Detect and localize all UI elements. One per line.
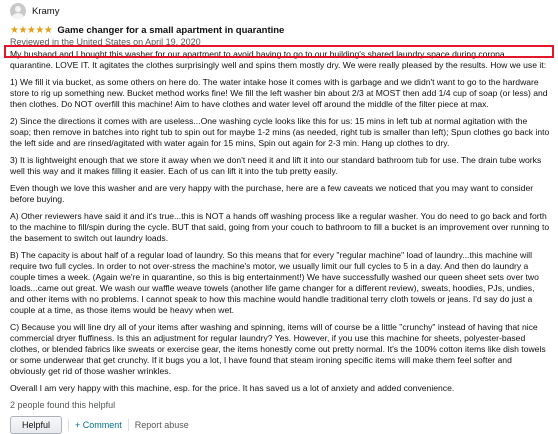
- review-body: [10, 49, 550, 394]
- helpful-count: 2 people found this helpful: [10, 400, 116, 410]
- review-paragraph: 1) We fill it via bucket, as some others on here do. The water intake hose it comes with is garbage and we didn't want to go to the hardware store to rig up something new. Bucket method works fine! We fill the left washer bin about 2/3 at MOST then add 1/4 cup of soap (or less) and then clothes. Do NOT overfill this machine! Aim to have clothes and water level off around the middle of the filter piece at max.: [10, 77, 548, 109]
- review-date: Reviewed in the United States on April 19, 2020: [10, 37, 201, 47]
- review-paragraph: C) Because you will line dry all of your items after washing and spinning, items will of course be a little "crunchy" instead of having that nice commercial dryer fluffiness. Is this an adjustment for regular laundry? Yes. However, if you use this machine for sheets, polyester-based clothes, or blended fabrics like sweats or exercise gear, the items honestly come out pretty normal. It's the 100% cotton items like dish towels or some underwear that get crunchy. If it bugs you a lot, I have found that steam ironing specific items will make them feel softer and obviously get rid of those washer wrinkles.: [10, 322, 546, 376]
- review-header: [10, 0, 550, 22]
- review-paragraph: A) Other reviewers have said it and it's true...this is NOT a hands off washing process like a regular washer. You do need to go back and forth to the machine to fill/spin during the cycle. BUT that said, going from your couch to bathroom to fill a bucket is an improvement over running to the basement to switch out laundry loads.: [10, 211, 550, 243]
- review-paragraph: Overall I am very happy with this machine, esp. for the price. It has saved us a lot of anxiety and added convenience.: [10, 383, 455, 393]
- comment-link[interactable]: [75, 420, 122, 430]
- review-paragraph: My husband and I bought this washer for our apartment to avoid having to go to our building's shared laundry space during corona quarantine. LOVE IT. It agitates the clothes surprisingly well and spins them mostly dry. We were really pleased by the results. How we use it:: [10, 49, 547, 70]
- review-actions: [10, 416, 550, 434]
- avatar: [10, 3, 26, 19]
- highlight-box: [4, 45, 554, 58]
- review-paragraph: B) The capacity is about half of a regular load of laundry. So this means that for every "regular machine" load of laundry...this machine will require two full cycles. In order to not over-stress the machine's motor, we usually limit our full cycles to 5 in a day. And then do laundry a couple times a week. (Again we're in quarantine, so this is big entertainment!) We have successfully washed our queen sheet sets over two loads...came out great. We wash our waffle weave towels (another life game changer for a different review), sweats, hoodies, PJs, undies, and other items with no problems. I cannot speak to how this machine would handle traditional terry cloth towels or jeans. I'd say do just a couple at a time, as those items would be heavy when wet.: [10, 250, 539, 315]
- helpful-button[interactable]: Helpful: [10, 416, 62, 434]
- review-paragraph: Even though we love this washer and are very happy with the purchase, here are a few caveats we noticed that you may want to consider before buying.: [10, 183, 534, 204]
- review-title[interactable]: Game changer for a small apartment in quarantine: [57, 24, 285, 36]
- divider: [68, 419, 69, 431]
- divider: [128, 419, 129, 431]
- review: [10, 0, 550, 434]
- title-row: [10, 23, 550, 37]
- report-abuse-link[interactable]: Report abuse: [134, 420, 189, 430]
- plus-icon: +: [75, 420, 83, 430]
- comment-label: Comment: [82, 420, 122, 430]
- review-paragraph: 2) Since the directions it comes with are useless...One washing cycle looks like this for us: 15 mins in left tub at normal agitation with the soap; then remove in batches into right tub to spin out for maybe 1-2 mins (as needed, right tub is smaller than left); Spun clothes go back into the left side and are rinsed/agitated with water again for 15 mins, Spin out again for 2-3 min. Hang up clothes to dry.: [10, 116, 550, 148]
- review-paragraph: 3) It is lightweight enough that we store it away when we don't need it and lift it into our standard bathroom tub for use. The drain tube works well this way and it makes filling it easier. Each of us can lift it into the tub pretty easily.: [10, 155, 542, 176]
- star-rating[interactable]: ★★★★★: [10, 24, 53, 36]
- author-name[interactable]: Kramy: [32, 5, 60, 17]
